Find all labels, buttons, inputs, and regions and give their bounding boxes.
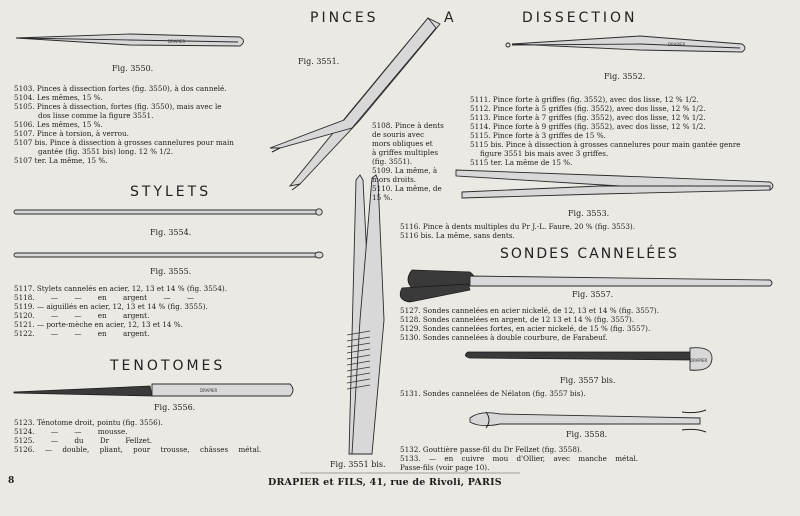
engraving-label: DRAPIER	[690, 358, 708, 363]
list-item: 5116. Pince à dents multiples du Pr J.-L. Faure, 20 % (fig. 3553).	[400, 222, 635, 231]
list-item: 5125. — du Dr Fellzet.	[14, 436, 152, 445]
pinces-left-list	[14, 84, 234, 165]
list-item: 5129. Sondes cannelées fortes, en acier nickelé, de 15 % (fig. 3557).	[400, 324, 651, 333]
list-item: mors obliques et	[372, 139, 433, 148]
faure-list	[400, 222, 635, 240]
list-item: 5132. Gouttière passe-fil du Dr Fellzet (fig. 3558).	[400, 445, 582, 454]
fig-caption-3554: Fig. 3554.	[150, 228, 192, 237]
list-item: 5107. Pince à torsion, à verrou.	[14, 129, 129, 138]
list-item: 5133. — en cuivre mou d'Ollier, avec manche métal.	[400, 454, 639, 463]
list-item: 5122. — — en argent.	[14, 329, 150, 338]
engraving-label: DRAPIER	[168, 39, 186, 44]
gouttiere-list	[400, 445, 638, 472]
list-item: de souris avec	[372, 130, 425, 139]
list-item: 5105. Pinces à dissection, fortes (fig. 3550), mais avec le	[14, 102, 222, 111]
heading-sondes-cannelees: SONDES CANNELÉES	[500, 246, 679, 262]
fig-caption-3550: Fig. 3550.	[112, 64, 154, 73]
list-item: (fig. 3551).	[372, 157, 413, 166]
heading-tenotomes: TENOTOMES	[110, 358, 226, 374]
list-item: 5120. — — en argent.	[14, 311, 150, 320]
list-item: 5130. Sondes cannelées à double courbure, de Farabeuf.	[400, 333, 608, 342]
tenotomes-list	[14, 418, 261, 454]
fig-caption-3558: Fig. 3558.	[566, 430, 608, 439]
list-item: 5118. — — en argent — —	[14, 293, 195, 302]
list-item: 5128. Sondes cannelées en argent, de 12 13 et 14 % (fig. 3557).	[400, 315, 635, 324]
list-item: 5111. Pince forte à griffes (fig. 3552), avec dos lisse, 12 % 1/2.	[470, 95, 699, 104]
list-item: 5104. Les mêmes, 15 %.	[14, 93, 103, 102]
fig-caption-3552: Fig. 3552.	[604, 72, 646, 81]
list-item: 5109. La même, à	[372, 166, 438, 175]
list-item: 5113. Pince forte à 7 griffes (fig. 3552), avec dos lisse, 12 % 1/2.	[470, 113, 706, 122]
fig-caption-3557bis: Fig. 3557 bis.	[560, 376, 616, 385]
forceps-3552-illustration	[506, 36, 745, 52]
gouttiere-3558-illustration	[470, 410, 706, 432]
sonde-3557bis-illustration	[465, 348, 712, 371]
heading-pinces-dissection: PINCES A DISSECTION	[310, 10, 638, 26]
fig-caption-3551bis: Fig. 3551 bis.	[330, 460, 386, 469]
list-item: 5119. — aiguillés en acier, 12, 13 et 14 % (fig. 3555).	[14, 302, 208, 311]
forceps-3553-illustration	[456, 170, 773, 198]
stylets-list	[14, 284, 227, 338]
list-item: 5108. Pince à dents	[372, 121, 444, 130]
list-item: dos lisse comme la figure 3551.	[38, 111, 154, 120]
list-item: gantée (fig. 3551 bis) long. 12 % 1/2.	[38, 147, 174, 156]
list-item: 5107 bis. Pince à dissection à grosses cannelures pour main	[14, 138, 234, 147]
list-item: 5123. Ténotome droit, pointu (fig. 3556).	[14, 418, 163, 427]
nelaton-line: 5131. Sondes cannelées de Nélaton (fig. 3557 bis).	[400, 389, 586, 398]
list-item: mors droits.	[372, 175, 417, 184]
forceps-3551bis-illustration	[347, 175, 384, 454]
list-item: 5107 ter. La même, 15 %.	[14, 156, 108, 165]
list-item: 5114. Pince forte à 9 griffes (fig. 3552), avec dos lisse, 12 % 1/2.	[470, 122, 706, 131]
stylet-3554-illustration	[14, 209, 322, 215]
list-item: à griffes multiples	[372, 148, 439, 157]
fig-caption-3556: Fig. 3556.	[154, 403, 196, 412]
tenotome-3556-illustration	[14, 384, 293, 396]
list-item: 5110. La même, de	[372, 184, 442, 193]
page-number: 8	[8, 476, 15, 486]
fig-caption-3553: Fig. 3553.	[568, 209, 610, 218]
list-item: 5106. Les mêmes, 15 %.	[14, 120, 103, 129]
list-item: figure 3551 bis mais avec 3 griffes.	[480, 149, 609, 158]
list-item: 5117. Stylets cannelés en acier, 12, 13 et 14 % (fig. 3554).	[14, 284, 228, 293]
list-item: 5112. Pince forte à 5 griffes (fig. 3552), avec dos lisse, 12 % 1/2.	[470, 104, 706, 113]
engraving-label: DRAPIER	[668, 42, 686, 47]
list-item: 5126. — double, pliant, pour trousse, châsses métal.	[14, 445, 262, 454]
list-item: 5121. — porte-mèche en acier, 12, 13 et 14 %.	[14, 320, 183, 329]
list-item: 5124. — — mousse.	[14, 427, 128, 436]
list-item: Passe-fils (voir page 10).	[400, 463, 490, 472]
forceps-3550-illustration	[16, 34, 244, 46]
fig-caption-3557: Fig. 3557.	[572, 290, 614, 299]
list-item: 5115 bis. Pince à dissection à grosses cannelures pour main gantée genre	[470, 140, 741, 149]
list-item: 5115 ter. La même de 15 %.	[470, 158, 573, 167]
publisher-footer: DRAPIER et FILS, 41, rue de Rivoli, PARIS	[268, 477, 502, 488]
list-item: 5116 bis. La même, sans dents.	[400, 231, 515, 240]
heading-stylets: STYLETS	[130, 184, 212, 200]
list-item: 5127. Sondes cannelées en acier nickelé, de 12, 13 et 14 % (fig. 3557).	[400, 306, 660, 315]
stylet-3555-illustration	[14, 252, 323, 258]
engraving-label: DRAPIER	[200, 388, 218, 393]
list-item: 5115. Pince forte à 3 griffes de 15 %.	[470, 131, 606, 140]
fig-caption-3551: Fig. 3551.	[298, 57, 340, 66]
pinces-right-list	[470, 95, 741, 167]
list-item: 15 %.	[372, 193, 393, 202]
fig-caption-3555: Fig. 3555.	[150, 267, 192, 276]
sondes-list	[400, 306, 659, 342]
pinces-mid-list	[372, 121, 444, 202]
list-item: 5103. Pinces à dissection fortes (fig. 3550), à dos cannelé.	[14, 84, 227, 93]
